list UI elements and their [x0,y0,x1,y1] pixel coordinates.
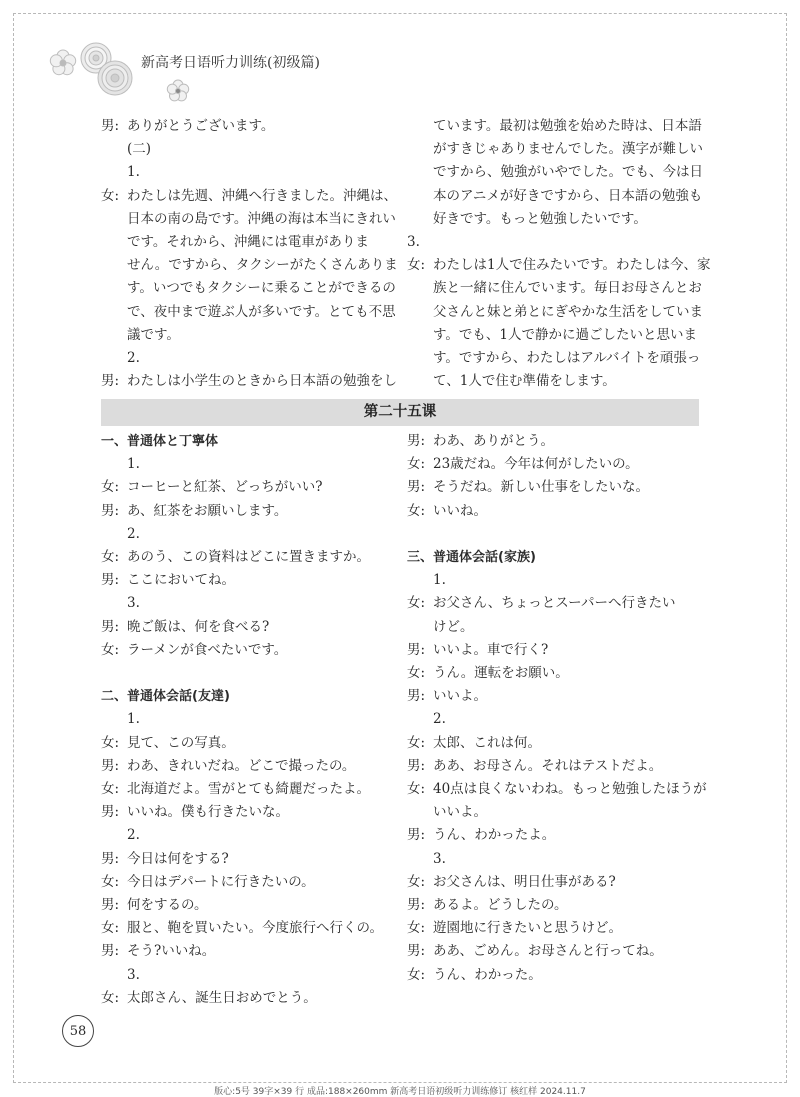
dialogue-line [101,708,401,731]
dialogue-line [407,708,702,731]
dialogue-line [101,917,401,940]
section-heading-text: 三、普通体会話(家族) [407,550,536,565]
dialogue-line [407,453,702,476]
speaker-label: 男: [407,479,426,496]
dialogue-text: 本のアニメが好きですから、日本語の勉強も [433,187,703,204]
dialogue-line [101,824,401,847]
speaker-label: 女: [407,456,426,473]
dialogue-text: いいよ。 [433,688,487,705]
dialogue-text: 23歳だね。今年は何がしたいの。 [433,456,639,473]
dialogue-line [407,115,702,138]
dialogue-text: いいよ。車で行く? [433,641,549,658]
dialogue-line [407,324,702,347]
dialogue-line [407,430,702,453]
speaker-label: 女: [407,966,426,983]
dialogue-line [101,894,401,917]
dialogue-line [407,476,702,499]
dialogue-text: 晩ご飯は、何を食べる? [127,618,270,635]
dialogue-line [407,500,702,523]
dialogue-line [407,824,702,847]
dialogue-text: あのう、この資料はどこに置きますか。 [127,549,370,566]
dialogue-line [407,685,702,708]
dialogue-line [101,138,401,161]
speaker-label: 男: [101,804,120,821]
dialogue-line [101,115,401,138]
dialogue-text: 2. [433,711,446,728]
dialogue-line [407,848,702,871]
speaker-label: 女: [407,257,426,274]
dialogue-column-bottom-left [101,430,401,1010]
dialogue-text: 1. [127,456,140,473]
dialogue-text: うん、わかったよ。 [433,827,556,844]
speaker-label: 女: [101,873,120,890]
dialogue-line [407,964,702,987]
dialogue-text: 今日は何をする? [127,850,229,867]
dialogue-line [101,523,401,546]
dialogue-text: ています。最初は勉強を始めた時は、日本語 [433,118,702,134]
dialogue-line [101,592,401,615]
speaker-label: 男: [407,433,426,449]
dialogue-text: わたしは先週、沖縄へ行きました。沖縄は、 [127,187,397,204]
dialogue-line [101,301,401,324]
speaker-label: 女: [407,734,426,751]
speaker-label: 男: [407,943,426,960]
book-title: 新高考日语听力训练(初级篇) [141,55,320,71]
speaker-label: 男: [101,850,120,867]
dialogue-line [101,277,401,300]
speaker-label: 男: [101,572,120,589]
speaker-label: 女: [407,873,426,890]
dialogue-line [101,848,401,871]
dialogue-text: (二) [127,141,152,158]
dialogue-text: 太郎さん、誕生日おめでとう。 [127,989,317,1006]
dialogue-text: うん。運転をお願い。 [433,665,569,682]
dialogue-line [101,500,401,523]
speaker-label: 男: [407,897,426,914]
dialogue-text: あ、紅茶をお願いします。 [127,502,288,519]
speaker-label: 女: [101,989,120,1006]
dialogue-text: わたしは1人で住みたいです。わたしは今、家 [433,257,711,274]
dialogue-text: うん、わかった。 [433,966,542,983]
speaker-label: 男: [101,943,120,960]
lesson-title: 第二十五课 [101,399,699,426]
dialogue-line [407,639,702,662]
dialogue-line [101,639,401,662]
dialogue-text: 40点は良くないわね。もっと勉強したほうが [433,781,707,798]
dialogue-text: お父さん、ちょっとスーパーへ行きたい [433,595,676,612]
dialogue-text: 1. [433,572,446,589]
dialogue-line [101,964,401,987]
dialogue-line [101,801,401,824]
section-heading [101,685,401,708]
dialogue-line [407,138,702,161]
dialogue-line [407,569,702,592]
dialogue-line [407,254,711,277]
dialogue-line [101,185,401,208]
dialogue-text: 議です。 [127,326,180,343]
speaker-label: 男: [101,897,120,914]
dialogue-text: 1. [127,164,140,181]
dialogue-line [101,370,401,393]
speaker-label: 女: [407,781,426,798]
dialogue-line [101,476,401,499]
speaker-label: 男: [101,618,120,635]
speaker-label: 女: [407,920,426,937]
dialogue-line [407,592,702,615]
dialogue-text: けど。 [433,618,474,635]
dialogue-text: ああ、お母さん。それはテストだよ。 [433,757,663,774]
speaker-label: 男: [407,641,426,658]
dialogue-text: 族と一緒に住んでいます。毎日お母さんとお [433,280,702,297]
dialogue-line [407,778,707,801]
dialogue-text: ラーメンが食べたいです。 [127,641,288,658]
speaker-label: 女: [101,549,120,566]
dialogue-line [101,324,401,347]
dialogue-line [407,185,702,208]
dialogue-line [407,940,702,963]
dialogue-text: て、1人で住む準備をします。 [433,373,616,390]
dialogue-text: いいね。僕も行きたいな。 [127,804,289,821]
dialogue-line [407,755,702,778]
speaker-label: 女: [101,781,120,798]
dialogue-text: がすきじゃありませんでした。漢字が難しい [433,141,703,158]
dialogue-text: 2. [127,350,140,367]
speaker-label: 女: [101,734,120,751]
speaker-label: 男: [101,373,120,390]
dialogue-text: 父さんと妹と弟とにぎやかな生活をしていま [433,303,703,320]
dialogue-text: ですから、勉強がいやでした。でも、今は日 [433,164,703,181]
speaker-label: 男: [407,688,426,705]
dialogue-text: いいよ。 [433,804,487,821]
dialogue-line [407,917,702,940]
dialogue-line [101,208,401,231]
dialogue-text: あるよ。どうしたの。 [433,897,568,914]
dialogue-text: す。でも、1人で静かに過ごしたいと思いま [433,326,698,343]
dialogue-line [101,569,401,592]
dialogue-line [101,778,401,801]
speaker-label: 男: [407,827,426,844]
dialogue-text: す。いつでもタクシーに乗ることができるの [127,280,396,297]
dialogue-text: 好きです。もっと勉強したいです。 [433,210,647,227]
dialogue-line [407,616,702,639]
speaker-label: 女: [101,187,120,204]
dialogue-line [407,871,702,894]
dialogue-text: そう?いいね。 [127,943,216,960]
dialogue-text: お父さんは、明日仕事がある? [433,873,616,890]
dialogue-text: わたしは小学生のときから日本語の勉強をし [127,373,397,390]
dialogue-line [101,453,401,476]
dialogue-line [407,301,702,324]
dialogue-text: 今日はデパートに行きたいの。 [127,873,315,890]
dialogue-line [101,732,401,755]
dialogue-column-top-left [101,115,401,393]
dialogue-line [101,871,401,894]
dialogue-text: ありがとうございます。 [127,118,275,134]
dialogue-text: 太郎、これは何。 [433,734,541,751]
section-heading [101,430,401,453]
dialogue-line [101,755,401,778]
speaker-label: 男: [101,502,120,519]
section-heading [407,546,702,569]
dialogue-text: コーヒーと紅茶、どっちがいい? [127,479,323,496]
dialogue-line [407,801,702,824]
dialogue-text: いいね。 [433,502,487,519]
dialogue-line [101,662,401,685]
dialogue-line [407,277,702,300]
dialogue-line [101,347,401,370]
dialogue-text: ここにおいてね。 [127,572,235,589]
dialogue-text: 服と、鞄を買いたい。今度旅行へ行くの。 [127,920,383,937]
page-number: 58 [62,1015,94,1047]
dialogue-line [101,546,401,569]
dialogue-line [101,254,401,277]
dialogue-text: わあ、きれいだね。どこで撮ったの。 [127,757,356,774]
dialogue-text: 見て、この写真。 [127,734,235,751]
speaker-label: 女: [101,641,120,658]
speaker-label: 女: [407,502,426,519]
dialogue-text: 3. [127,595,140,612]
speaker-label: 女: [407,595,426,612]
dialogue-line [101,940,401,963]
speaker-label: 女: [101,479,120,496]
dialogue-text: 1. [127,711,140,728]
dialogue-line [407,732,702,755]
dialogue-text: 遊園地に行きたいと思うけど。 [433,920,622,937]
speaker-label: 3. [407,234,420,251]
dialogue-text: せん。ですから、タクシーがたくさんありま [127,257,398,274]
dialogue-text: 3. [127,966,140,983]
dialogue-text: ああ、ごめん。お母さんと行ってね。 [433,943,663,960]
dialogue-column-bottom-right [407,430,707,987]
speaker-label: 女: [101,920,120,937]
print-footer: 版心:5号 39字×39 行 成品:188×260mm 新高考日语初级听力训练修订 核红样 2024.11.7 [214,1087,586,1097]
dialogue-line [407,662,702,685]
dialogue-line [407,894,702,917]
dialogue-line [407,161,702,184]
dialogue-line [101,987,401,1010]
dialogue-line [407,208,702,231]
speaker-label: 男: [101,118,120,134]
dialogue-line [407,523,702,546]
dialogue-text: す。ですから、わたしはアルバイトを頑張っ [433,350,701,367]
dialogue-line [407,231,702,254]
dialogue-text: 何をするの。 [127,897,208,914]
dialogue-text: そうだね。新しい仕事をしたいな。 [433,479,649,496]
dialogue-line [101,616,401,639]
dialogue-line [101,161,401,184]
dialogue-column-top-right [407,115,711,393]
section-heading-text: 一、普通体と丁寧体 [101,434,219,449]
dialogue-text: です。それから、沖縄には電車がありま [127,234,369,251]
dialogue-line [101,231,401,254]
speaker-label: 男: [407,757,426,774]
dialogue-text: 日本の南の島です。沖縄の海は本当にきれい [127,210,396,227]
dialogue-text: わあ、ありがとう。 [433,433,554,449]
speaker-label: 女: [407,665,426,682]
speaker-label: 男: [101,757,120,774]
dialogue-line [407,370,702,393]
dialogue-text: 北海道だよ。雪がとても綺麗だったよ。 [127,781,370,798]
dialogue-text: で、夜中まで遊ぶ人が多いです。とても不思 [127,303,396,320]
dialogue-text: 2. [127,827,140,844]
dialogue-text: 3. [433,850,446,867]
dialogue-line [407,347,702,370]
section-heading-text: 二、普通体会話(友達) [101,689,230,705]
dialogue-text: 2. [127,525,140,542]
